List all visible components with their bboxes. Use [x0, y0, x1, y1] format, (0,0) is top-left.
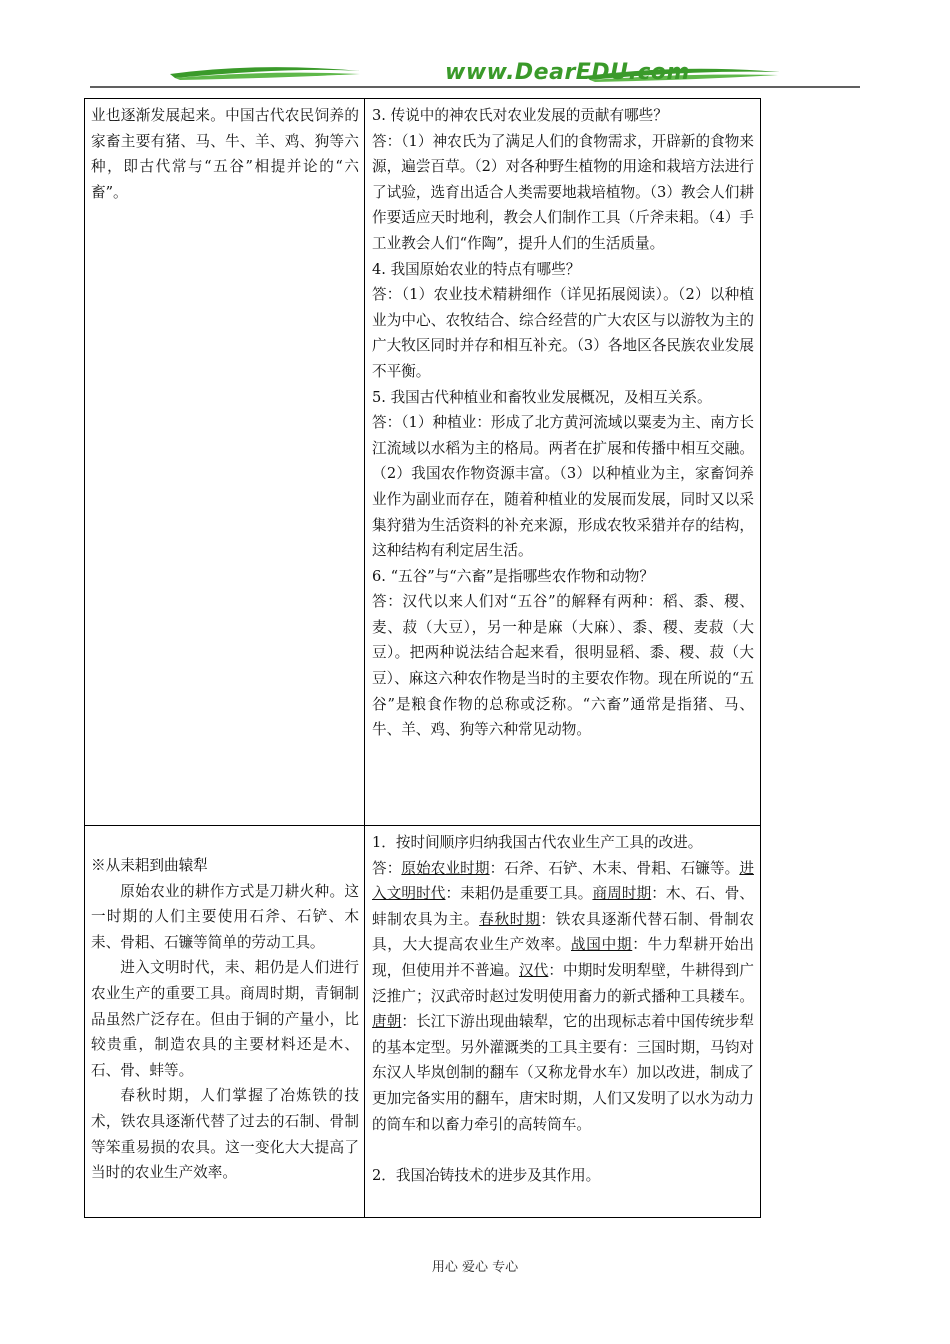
period-tang: 唐朝 — [372, 1013, 402, 1031]
answer-4: 答：（1）农业技术精耕细作（详见拓展阅读）。（2）以种植业为中心、农牧结合、综合经营的广大农区与以游牧为主的广大牧区同时并存和相互补充。（3）各地区各民族农业发展不平衡。 — [372, 286, 754, 380]
period-tang-desc: ：长江下游出现曲辕犁，它的出现标志着中国传统步犁的基本定型。另外灌溉类的工具主要有：三国时期，马钧对东汉人毕岚创制的翻车（又称龙骨水车）加以改进，制成了更加完备实用的翻车，唐宋时期，人们又发明了以水为动力的筒车和以畜力牵引的高转筒车。 — [372, 1013, 754, 1133]
site-header — [90, 58, 860, 98]
question-2: 2．我国冶铸技术的进步及其作用。 — [372, 1166, 601, 1184]
period-primitive: 原始农业时期 — [401, 859, 490, 877]
period-civilization: 进入文明时代 — [372, 859, 754, 903]
paragraph-civilization-era: 进入文明时代，耒、耜仍是人们进行农业生产的重要工具。商周时期，青铜制品虽然广泛存在。但由于铜的产量小，比较贵重，制造农具的主要材料还是木、石、骨、蚌等。 — [91, 959, 359, 1079]
answer-5: 答：（1）种植业：形成了北方黄河流域以粟麦为主、南方长江流域以水稻为主的格局。两者在扩展和传播中相互交融。（2）我国农作物资源丰富。（3）以种植业为主，家畜饲养业作为副业而存在，随着种植业的发展而发展，同时又以采集狩猎为生活资料的补充来源，形成农牧采猎并存的结构，这种结构有利定居生活。 — [372, 414, 754, 560]
spacer — [372, 1137, 754, 1163]
period-primitive-desc: ：石斧、石铲、木耒、骨耜、石镰等。 — [489, 859, 740, 877]
period-shang-zhou: 商周时期 — [592, 885, 652, 903]
content-table — [84, 98, 761, 1218]
paragraph-primitive-agriculture: 原始农业的耕作方式是刀耕火种。这一时期的人们主要使用石斧、石铲、木耒、骨耜、石镰等简单的劳动工具。 — [91, 882, 359, 951]
section-title: ※从耒耜到曲辕犁 — [91, 857, 208, 874]
row-divider — [85, 825, 760, 826]
period-warring-states: 战国中期 — [571, 936, 633, 954]
period-han-desc: ：中期时发明犁壁，牛耕得到广泛推广；汉武帝时赵过发明使用畜力的新式播种工具耧车。 — [372, 961, 754, 1005]
period-warring-states-desc: ：牛力犁耕开始出现，但使用并不普遍。 — [372, 936, 754, 979]
cell-left-top — [91, 103, 359, 803]
page-footer: 用心 爱心 专心 — [431, 1260, 519, 1275]
period-han: 汉代 — [518, 961, 549, 979]
period-spring-autumn: 春秋时期 — [479, 910, 541, 928]
period-civilization-desc: ：耒耜仍是重要工具。 — [445, 885, 593, 903]
period-spring-autumn-desc: ：铁农具逐渐代替石制、骨制农具，大大提高农业生产效率。 — [372, 910, 754, 954]
question-1: 1．按时间顺序归纳我国古代农业生产工具的改进。 — [372, 834, 703, 851]
site-logo-text[interactable]: www.DearEDU.com — [445, 60, 690, 85]
answer-3: 答：（1）神农氏为了满足人们的食物需求，开辟新的食物来源，遍尝百草。（2）对各种野生植物的用途和栽培方法进行了试验，选育出适合人类需要地栽培植物。（3）教会人们耕作要适应天时地利，教会人们制作工具（斤斧耒耜。（4）手工业教会人们“作陶”，提升人们的生活质量。 — [372, 132, 754, 252]
cell-left-bottom — [91, 853, 359, 1217]
period-shang-zhou-desc: ：木、石、骨、蚌制农具为主。 — [372, 885, 754, 928]
question-4: 4. 我国原始农业的特点有哪些？ — [372, 260, 581, 278]
paragraph-six-livestock: 业也逐渐发展起来。中国古代农民饲养的家畜主要有猪、马、牛、羊、鸡、狗等六种，即古代常与“五谷”相提并论的“六畜”。 — [91, 107, 359, 201]
cell-right-bottom — [372, 830, 754, 1218]
answer-1 — [372, 856, 754, 1138]
answer-6: 答：汉代以来人们对“五谷”的解释有两种：稻、黍、稷、麦、菽（大豆），另一种是麻（大麻）、黍、稷、麦菽（大豆）。把两种说法结合起来看，很明显稻、黍、稷、菽（大豆）、麻这六种农作物是当时的主要农作物。现在所说的“五谷”是粮食作物的总称或泛称。“六畜”通常是指猪、马、牛、羊、鸡、狗等六种常见动物。 — [372, 593, 754, 739]
answer-prefix: 答： — [372, 859, 402, 877]
question-5: 5. 我国古代种植业和畜牧业发展概况，及相互关系。 — [372, 388, 712, 406]
paragraph-spring-autumn: 春秋时期，人们掌握了冶炼铁的技术，铁农具逐渐代替了过去的石制、骨制等笨重易损的农具。这一变化大大提高了当时的农业生产效率。 — [91, 1087, 359, 1182]
cell-right-top — [372, 103, 754, 823]
column-divider — [364, 99, 365, 1217]
question-6: 6. “五谷”与“六畜”是指哪些农作物和动物？ — [372, 567, 654, 585]
question-3: 3. 传说中的神农氏对农业发展的贡献有哪些？ — [372, 107, 668, 124]
